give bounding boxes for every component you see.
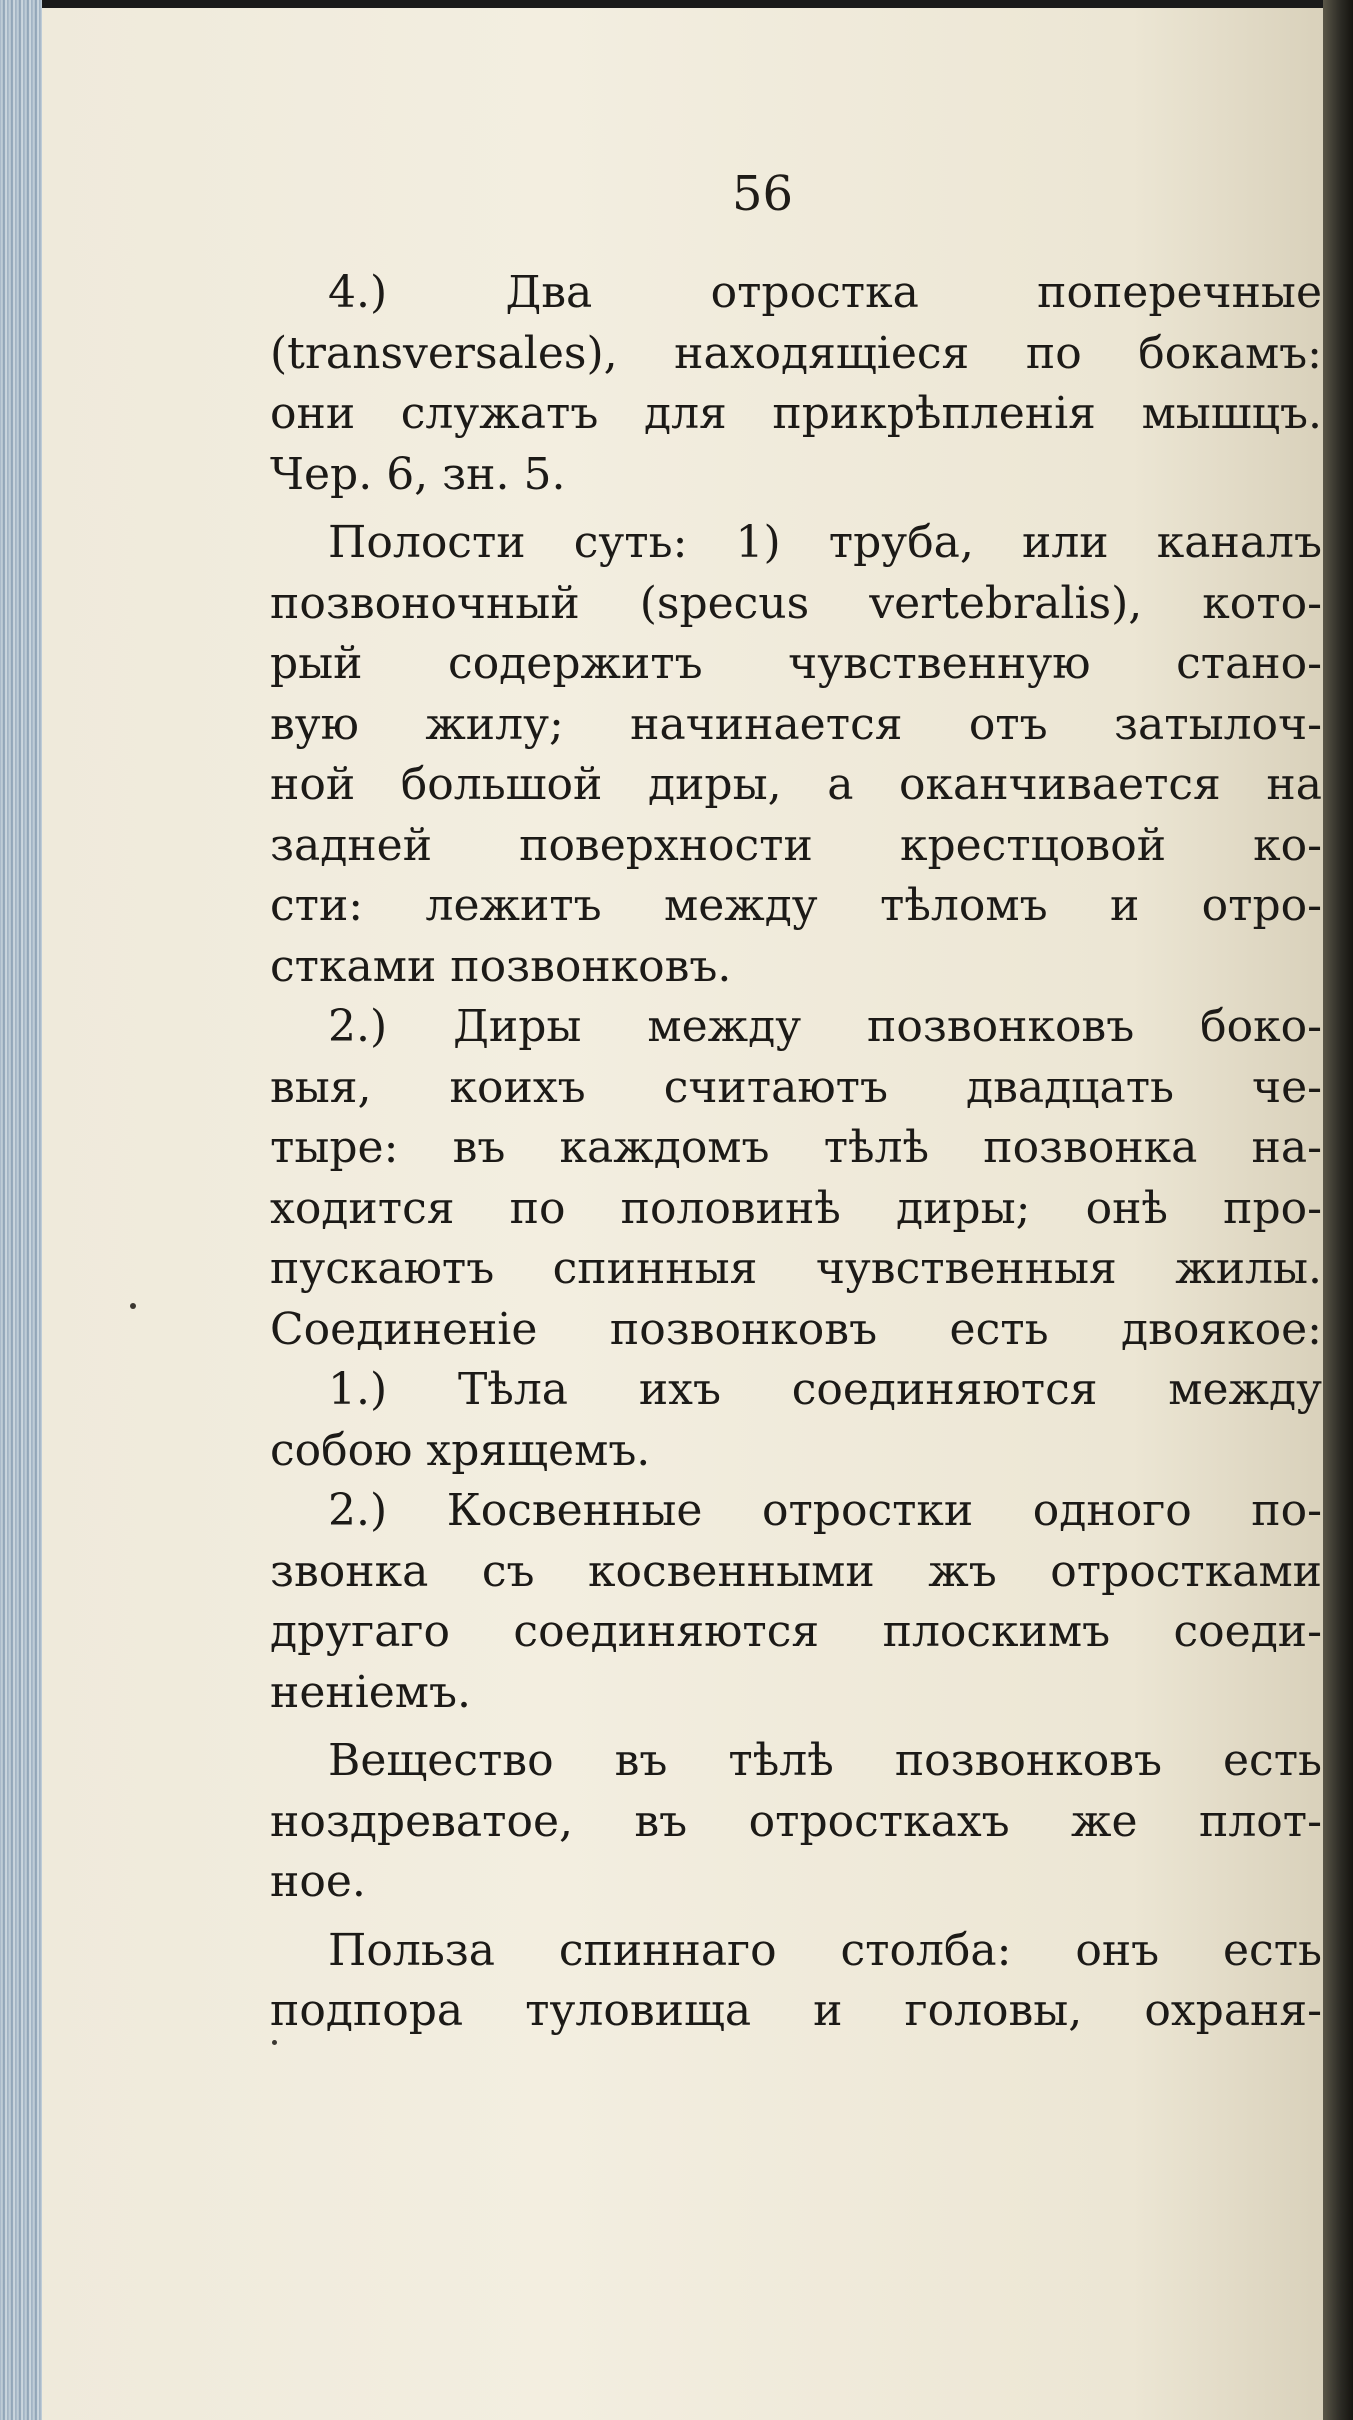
text-line: Вещество въ тѣлѣ позвонковъ есть — [328, 1735, 1322, 1786]
text-line: стками позвонковъ. — [270, 940, 732, 992]
text-line: они служатъ для прикрѣпленiя мышцъ. — [270, 388, 1322, 439]
text-line: 4.) Два отростка поперечные — [328, 267, 1322, 318]
paragraph-gap — [270, 1913, 1322, 1921]
paragraph-gap — [270, 505, 1322, 513]
paragraph-gap — [270, 1723, 1322, 1731]
ink-speck — [272, 2040, 277, 2045]
text-line: ходится по половинѣ диры; онѣ про- — [270, 1182, 1322, 1234]
book-page — [42, 8, 1323, 2420]
text-line: пускаютъ спинныя чувственныя жилы. — [270, 1243, 1322, 1294]
text-line: другаго соединяются плоскимъ соеди- — [270, 1606, 1322, 1657]
text-line: ной большой диры, а оканчивается на — [270, 759, 1322, 810]
text-line: Чер. 6, зн. 5. — [270, 448, 566, 500]
text-line: рый содержитъ чувственную стано- — [270, 638, 1322, 689]
text-line: ноздреватое, въ отросткахъ же плот- — [270, 1795, 1322, 1847]
text-line: звонка съ косвенными жъ отростками — [270, 1545, 1322, 1597]
text-line: Полости суть: 1) труба, или каналъ — [328, 517, 1322, 568]
page-number: 56 — [731, 166, 794, 222]
text-line: Польза спиннаго столба: онъ есть — [328, 1924, 1322, 1976]
book-spine-shadow — [1323, 0, 1353, 2420]
text-line: выя, коихъ считаютъ двадцать че- — [270, 1061, 1322, 1113]
text-line: ное. — [270, 1856, 366, 1907]
book-page-edges — [0, 0, 42, 2420]
body-text — [270, 263, 1322, 2042]
text-line: сти: лежитъ между тѣломъ и отро- — [270, 880, 1322, 931]
text-line: собою хрящемъ. — [270, 1424, 651, 1476]
text-line: позвоночный (specus vertebralis), кото- — [270, 577, 1322, 629]
text-line: тыре: въ каждомъ тѣлѣ позвонка на- — [270, 1122, 1322, 1173]
ink-speck — [130, 1303, 136, 1309]
text-line: ненiемъ. — [270, 1666, 472, 1718]
text-line: 1.) Тѣла ихъ соединяются между — [328, 1364, 1322, 1415]
text-line: задней поверхности крестцовой ко- — [270, 819, 1322, 871]
text-line: (transversales), находящiеся по бокамъ: — [270, 327, 1322, 379]
text-line: 2.) Косвенные отростки одного по- — [328, 1485, 1322, 1536]
text-line: 2.) Диры между позвонковъ боко- — [328, 1001, 1322, 1052]
text-line: подпора туловища и головы, охраня- — [270, 1985, 1322, 2036]
text-line: Соединенiе позвонковъ есть двоякое: — [270, 1303, 1322, 1355]
text-line: вую жилу; начинается отъ затылоч- — [270, 698, 1322, 750]
